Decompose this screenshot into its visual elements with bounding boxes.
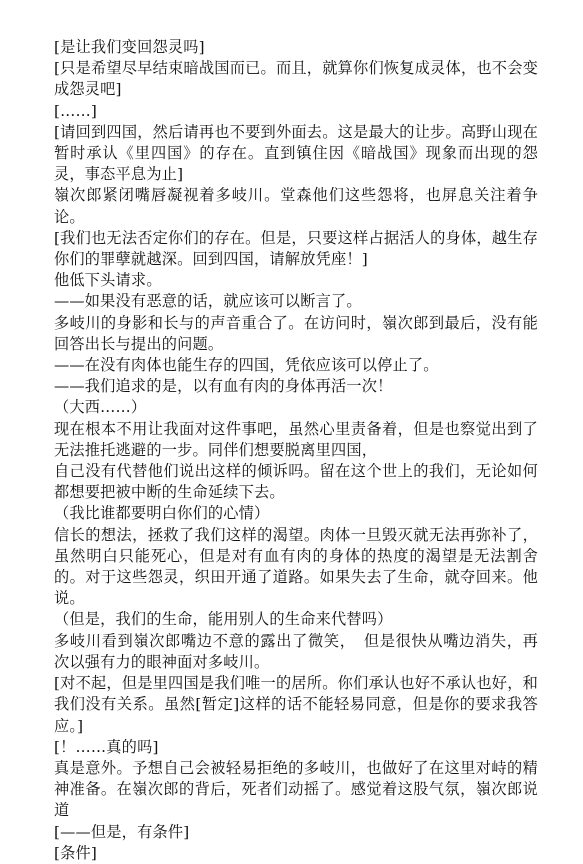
paragraph: （大西……） <box>54 398 147 417</box>
paragraph: 多岐川看到嶺次郎嘴边不意的露出了微笑， 但是很快从嘴边消失，再次以强有力的眼神面对多岐川。 <box>54 631 538 671</box>
paragraph: 现在根本不用让我面对这件事吧，虽然心里责备着，但是也察觉出到了无法推托逃避的一步。同伴们想要脱离里四国， <box>54 419 538 459</box>
paragraph: [是让我们变回怨灵吗] <box>54 38 205 56</box>
paragraph: [！……真的吗] <box>54 737 159 756</box>
paragraph: 真是意外。予想自己会被轻易拒绝的多岐川，也做好了在这里对峙的精神准备。在嶺次郎的背后，死者们动摇了。感觉着这股气氛，嶺次郎说道 <box>54 758 538 820</box>
paragraph: ——在没有肉体也能生存的四国，凭依应该可以停止了。 <box>54 356 439 375</box>
paragraph: 信长的想法，拯救了我们这样的渴望。肉体一旦毁灭就无法再弥补了，虽然明白只能死心，但是对有血有肉的身体的热度的渴望是无法割舍的。对于这些怨灵，织田开通了道路。如果失去了生命，就夺回来。他说。 <box>54 525 538 608</box>
paragraph: ——我们追求的是，以有血有肉的身体再活一次！ <box>54 377 393 396</box>
paragraph: [……] <box>54 101 98 120</box>
paragraph: 嶺次郎紧闭嘴唇凝视着多岐川。堂森他们这些怨将，也屏息关注着争论。 <box>54 186 538 226</box>
paragraph: [请回到四国，然后请再也不要到外面去。这是最大的让步。高野山现在暂时承认《里四国》的存在。直到镇住因《暗战国》现象而出现的怨灵，事态平息为止] <box>54 122 538 184</box>
paragraph: 自己没有代替他们说出这样的倾诉吗。留在这个世上的我们，无论如何都想要把被中断的生命延续下去。 <box>54 462 538 502</box>
paragraph: （但是，我们的生命，能用别人的生命来代替吗） <box>54 610 393 629</box>
paragraph: [我们也无法否定你们的存在。但是，只要这样占据活人的身体，越生存你们的罪孽就越深。回到四国，请解放凭座！] <box>54 228 538 269</box>
document-page <box>54 37 538 864</box>
paragraph: 多岐川的身影和长与的声音重合了。在访问时，嶺次郎到最后，没有能回答出长与提出的问题。 <box>54 313 538 353</box>
paragraph: [对不起，但是里四国是我们唯一的居所。你们承认也好不承认也好，和我们没有关系。虽然[暂定]这样的话不能轻易同意，但是你的要求我答应。] <box>54 674 538 735</box>
paragraph: 他低下头请求。 <box>54 271 162 290</box>
paragraph: [条件] <box>54 843 98 862</box>
paragraph: [只是希望尽早结束暗战国而已。而且，就算你们恢复成灵体，也不会变成怨灵吧] <box>54 59 538 99</box>
paragraph: （我比谁都要明白你们的心情） <box>54 504 270 523</box>
paragraph: [——但是，有条件] <box>54 822 190 841</box>
paragraph: ——如果没有恶意的话，就应该可以断言了。 <box>54 292 362 311</box>
